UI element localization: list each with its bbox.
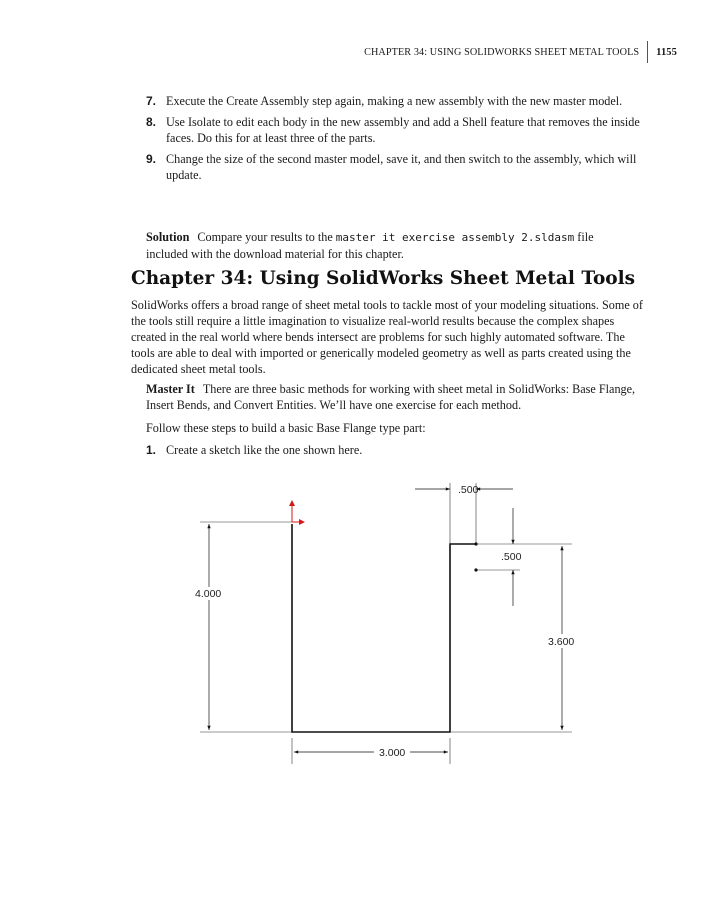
dim-left-height: 4.000 [195,588,222,600]
dim-right-height: 3.600 [548,636,575,648]
dimension-lines [209,489,562,752]
solution-filename: master it exercise assembly 2.sldasm [335,231,575,245]
origin-icon [289,500,305,525]
sketch-point [474,568,477,571]
step-text: Create a sketch like the one shown here. [166,443,363,457]
extension-lines [200,483,575,764]
dim-top-height: .500 [501,551,522,563]
solution-label: Solution [146,230,190,245]
master-it-label: Master It [146,382,195,396]
step-number: 9. [146,152,157,166]
running-title: CHAPTER 34: USING SOLIDWORKS SHEET METAL TOOLS [364,46,640,58]
sketch-point [474,542,477,545]
step-text: Execute the Create Assembly step again, making a new assembly with the new master model. [166,94,623,108]
dim-top-width: .500 [458,484,479,496]
solution-text-after: file included with the download material for this chapter. [146,230,594,262]
chapter-title: Chapter 34: Using SolidWorks Sheet Metal Tools [131,268,636,289]
dim-bottom-width: 3.000 [379,747,406,759]
page-number: 1155 [656,46,677,58]
follow-paragraph: Follow these steps to build a basic Base Flange type part: [146,421,426,435]
sketch-profile [292,524,476,732]
step-text: Change the size of the second master model, save it, and then switch to the assembly, which will update. [166,152,637,182]
step-text: Use Isolate to edit each body in the new assembly and add a Shell feature that removes the inside faces. Do this for at least three of the parts. [166,115,640,145]
master-it-text: There are three basic methods for working with sheet metal in SolidWorks: Base Flange, Insert Bends, and Convert Entities. We’ll have one exercise for each method. [146,382,636,412]
solution-text-before: Compare your results to the [197,230,336,245]
intro-paragraph: SolidWorks offers a broad range of sheet metal tools to tackle most of your modeling situations. Some of the tools still require a little imagination to visualize real-world results because the complex shapes created in the real world where bends intersect are problems for such highly automated software. The tools are able to deal with imported or generically modeled geometry as well as parts created using the dedicated sheet metal tools. [131,298,643,376]
step-number: 7. [146,94,157,108]
step-number: 1. [146,443,157,457]
step-number: 8. [146,115,157,129]
